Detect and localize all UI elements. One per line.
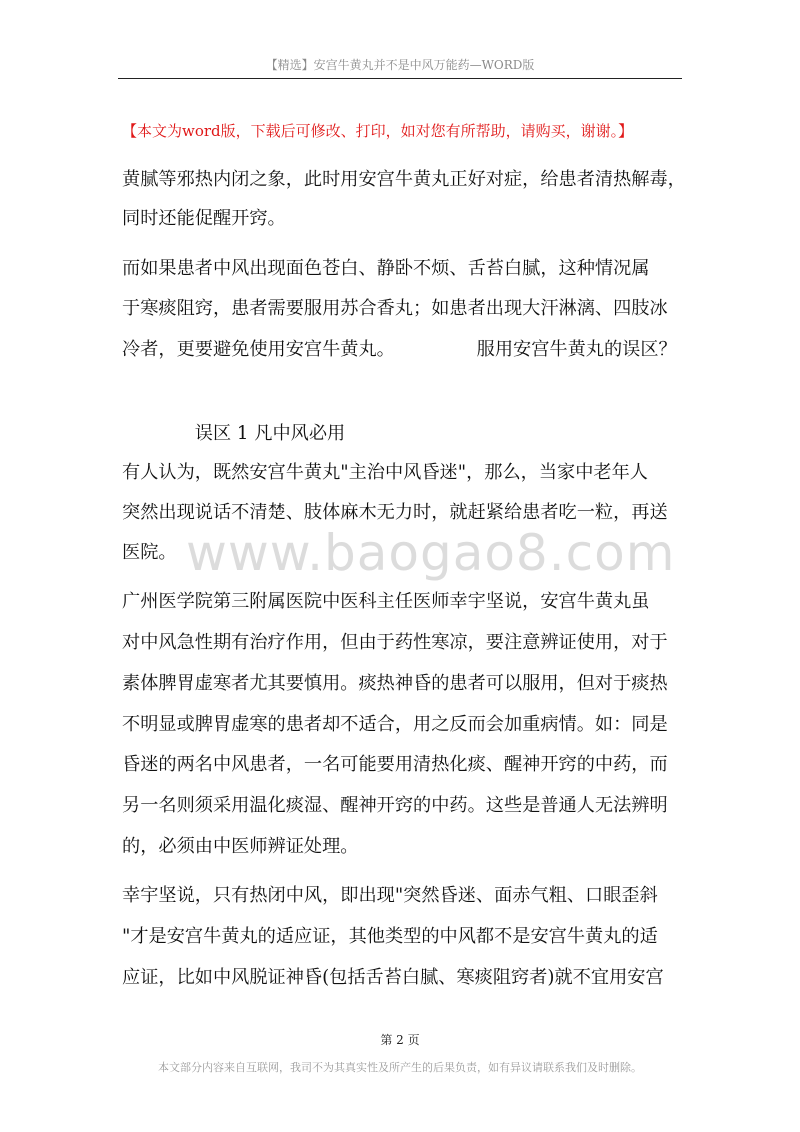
body-line: 突然出现说话不清楚、肢体麻木无力时，就赶紧给患者吃一粒，再送: [122, 502, 668, 523]
body-line: 幸宇坚说，只有热闭中风，即出现"突然昏迷、面赤气粗、口眼歪斜: [122, 885, 658, 906]
body-line: 不明显或脾胃虚寒的患者却不适合，用之反而会加重病情。如：同是: [122, 714, 668, 735]
body-line: 有人认为，既然安宫牛黄丸"主治中风昏迷"，那么，当家中老年人: [122, 462, 648, 483]
page-number: 第 2 页: [380, 1033, 420, 1047]
body-line: 另一名则须采用温化痰湿、醒神开窍的中药。这些是普通人无法辨明: [122, 795, 668, 816]
page-header-title: 【精选】安宫牛黄丸并不是中风万能药—WORD版: [265, 58, 535, 72]
watermark-text: www.baogao8.com: [186, 524, 676, 582]
body-line: 黄腻等邪热内闭之象，此时用安宫牛黄丸正好对症，给患者清热解毒，: [122, 169, 686, 190]
footer-disclaimer: 本文部分内容来自互联网，我司不为其真实性及所产生的后果负责，如有异议请联系我们及时删除。: [158, 1061, 642, 1074]
purchase-notice: 【本文为word版，下载后可修改、打印，如对您有所帮助，请购买，谢谢。】: [122, 122, 634, 140]
body-line: 对中风急性期有治疗作用，但由于药性寒凉，要注意辨证使用，对于: [122, 632, 668, 653]
body-line: 昏迷的两名中风患者，一名可能要用清热化痰、醒神开窍的中药，而: [122, 754, 668, 775]
body-line: 而如果患者中风出现面色苍白、静卧不烦、舌苔白腻，这种情况属: [122, 258, 650, 279]
body-line: 冷者，更要避免使用安宫牛黄丸。 服用安宫牛黄丸的误区？: [122, 339, 677, 360]
section-heading: 误区 1 凡中风必用: [122, 423, 346, 444]
body-line: 医院。: [122, 542, 177, 563]
body-line: 的，必须由中医师辨证处理。: [122, 836, 359, 857]
header-divider: [118, 78, 682, 79]
body-line: "才是安宫牛黄丸的适应证，其他类型的中风都不是安宫牛黄丸的适: [122, 926, 658, 947]
body-line: 于寒痰阻窍，患者需要服用苏合香丸；如患者出现大汗淋漓、四肢冰: [122, 298, 668, 319]
body-line: 广州医学院第三附属医院中医科主任医师幸宇坚说，安宫牛黄丸虽: [122, 591, 650, 612]
body-line: 素体脾胃虚寒者尤其要慎用。痰热神昏的患者可以服用，但对于痰热: [122, 673, 668, 694]
body-line: 应证，比如中风脱证神昏(包括舌苔白腻、寒痰阻窍者)就不宜用安宫: [122, 967, 664, 988]
body-line: 同时还能促醒开窍。: [122, 208, 286, 229]
